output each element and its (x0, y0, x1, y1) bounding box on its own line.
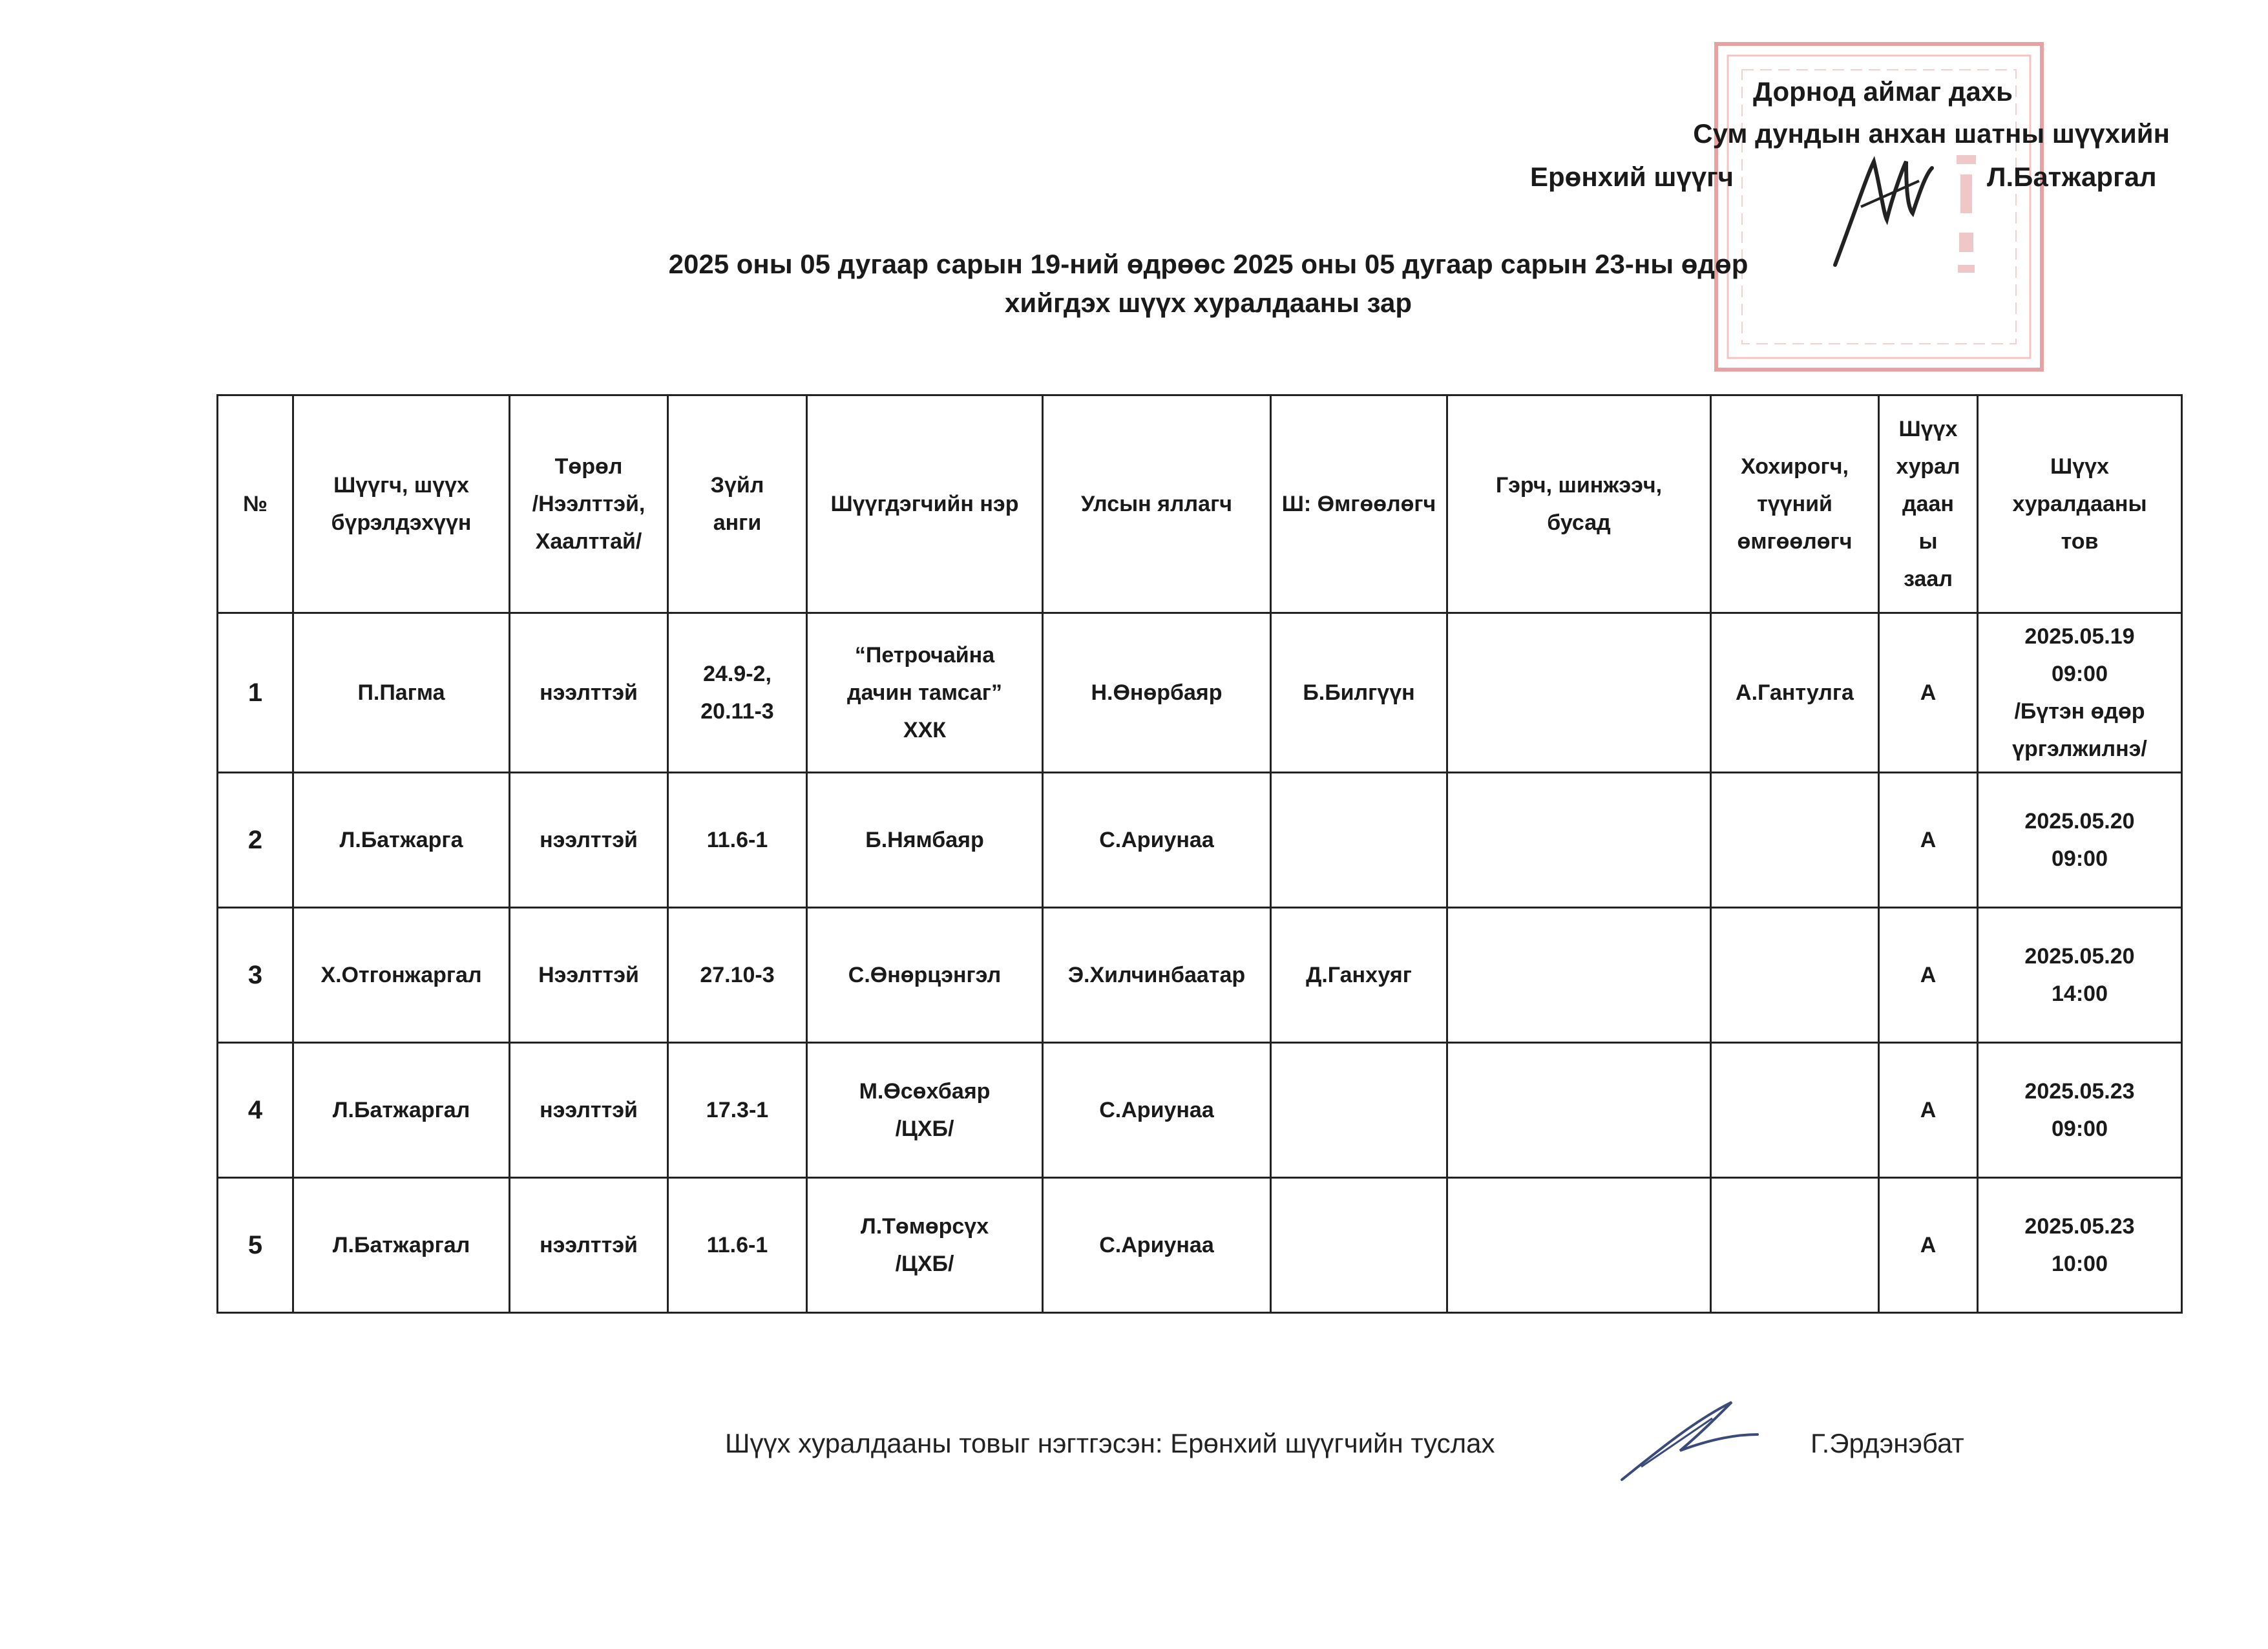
approval-title: Ерөнхий шүүгч (1530, 162, 1734, 192)
column-header-line: Хохирогч, (1741, 454, 1849, 479)
cell-lawyer (1271, 1043, 1447, 1178)
cell-no: 1 (218, 613, 293, 773)
cell-victim (1711, 1043, 1879, 1178)
column-header-line: Шүүх (1898, 417, 1958, 441)
cell-defendant (807, 1043, 1043, 1178)
cell-date-line: 2025.05.23 (2024, 1079, 2135, 1104)
cell-lawyer (1271, 773, 1447, 908)
column-header-line: Шүүгдэгчийн нэр (830, 492, 1019, 516)
cell-lawyer: Д.Ганхуяг (1271, 908, 1447, 1043)
approval-line-1: Дорнод аймаг дахь (1753, 76, 2013, 107)
column-header-line: Улсын яллагч (1081, 492, 1232, 516)
column-header-line: Ш: Өмгөөлөгч (1281, 492, 1436, 516)
cell-prosecutor: Э.Хилчинбаатар (1043, 908, 1271, 1043)
cell-lawyer (1271, 1178, 1447, 1313)
cell-no: 3 (218, 908, 293, 1043)
cell-witness (1447, 908, 1711, 1043)
column-header (1978, 395, 2182, 613)
approval-name: Л.Батжаргал (1987, 162, 2157, 192)
table-row (218, 1178, 2182, 1313)
column-header (1271, 395, 1447, 613)
cell-type: нээлттэй (510, 1178, 668, 1313)
column-header-line: Төрөл (554, 454, 623, 479)
cell-type: нээлттэй (510, 613, 668, 773)
column-header-line: ы (1918, 529, 1938, 554)
column-header-line: Шүүх (2050, 454, 2109, 479)
column-header (1879, 395, 1978, 613)
cell-room: А (1879, 1043, 1978, 1178)
footer-name: Г.Эрдэнэбат (1811, 1428, 1964, 1458)
cell-prosecutor: С.Ариунаа (1043, 1043, 1271, 1178)
cell-defendant-line: Б.Нямбаяр (865, 828, 984, 852)
cell-victim: А.Гантулга (1711, 613, 1879, 773)
column-header-line: Хаалттай/ (535, 529, 642, 554)
column-header-line: анги (713, 510, 762, 535)
assistant-signature (1615, 1389, 1764, 1486)
cell-witness (1447, 773, 1711, 908)
column-header (668, 395, 807, 613)
cell-date-line: 09:00 (2052, 1117, 2108, 1141)
cell-prosecutor: С.Ариунаа (1043, 1178, 1271, 1313)
column-header (218, 395, 293, 613)
cell-judge: Л.Батжаргал (293, 1043, 510, 1178)
column-header-line: даан (1902, 492, 1954, 516)
cell-article (668, 1178, 807, 1313)
footer-label: Шүүх хуралдааны товыг нэгтгэсэн: Ерөнхий шүүгчийн туслах (725, 1428, 1495, 1458)
cell-defendant (807, 613, 1043, 773)
cell-article (668, 1043, 807, 1178)
cell-date-line: 2025.05.23 (2024, 1214, 2135, 1239)
table-body (218, 613, 2182, 1313)
cell-article (668, 613, 807, 773)
cell-date-line: 2025.05.19 (2024, 624, 2135, 649)
table-row (218, 1043, 2182, 1178)
cell-defendant (807, 773, 1043, 908)
column-header-line: түүний (1757, 492, 1832, 516)
column-header-line: хурал (1896, 454, 1960, 479)
cell-date-line: 09:00 (2052, 662, 2108, 686)
cell-victim (1711, 773, 1879, 908)
cell-defendant-line: Л.Төмөрсүх (860, 1214, 989, 1239)
cell-date-line: 10:00 (2052, 1252, 2108, 1276)
column-header-line: Шүүгч, шүүх (333, 473, 469, 498)
header-row (218, 395, 2182, 613)
column-header (510, 395, 668, 613)
cell-victim (1711, 908, 1879, 1043)
cell-article-line: 20.11-3 (700, 699, 774, 724)
column-header (293, 395, 510, 613)
cell-article-line: 11.6-1 (706, 828, 768, 852)
cell-witness (1447, 1178, 1711, 1313)
heading-line-1: 2025 оны 05 дугаар сарын 19-ний өдрөөс 2025 оны 05 дугаар сарын 23-ны өдөр (668, 249, 1748, 279)
cell-prosecutor: Н.Өнөрбаяр (1043, 613, 1271, 773)
cell-article-line: 27.10-3 (700, 963, 775, 987)
cell-date (1978, 1178, 2182, 1313)
cell-type: Нээлттэй (510, 908, 668, 1043)
cell-date (1978, 773, 2182, 908)
cell-date-line: /Бүтэн өдөр (2014, 699, 2145, 724)
cell-judge: Х.Отгонжаргал (293, 908, 510, 1043)
cell-judge: Л.Батжарга (293, 773, 510, 908)
cell-judge: П.Пагма (293, 613, 510, 773)
cell-lawyer: Б.Билгүүн (1271, 613, 1447, 773)
cell-defendant (807, 1178, 1043, 1313)
hearing-schedule-table (216, 394, 2183, 1314)
column-header (1711, 395, 1879, 613)
cell-date-line: үргэлжилнэ/ (2012, 737, 2147, 761)
cell-date-line: 09:00 (2052, 846, 2108, 871)
cell-prosecutor: С.Ариунаа (1043, 773, 1271, 908)
cell-room: А (1879, 773, 1978, 908)
cell-article-line: 24.9-2, (703, 662, 772, 686)
cell-witness (1447, 1043, 1711, 1178)
heading-line-2: хийгдэх шүүх хуралдааны зар (1005, 288, 1412, 318)
table-row (218, 908, 2182, 1043)
cell-defendant-line: С.Өнөрцэнгэл (848, 963, 1002, 987)
cell-article-line: 11.6-1 (706, 1233, 768, 1257)
cell-defendant (807, 908, 1043, 1043)
approval-line-2: Сум дундын анхан шатны шүүхийн (1693, 118, 2170, 149)
cell-room: А (1879, 1178, 1978, 1313)
column-header-line: тов (2061, 529, 2099, 554)
column-header-line: бүрэлдэхүүн (331, 510, 472, 535)
cell-date-line: 2025.05.20 (2024, 944, 2135, 969)
cell-defendant-line: ХХК (903, 718, 947, 742)
cell-victim (1711, 1178, 1879, 1313)
cell-date-line: 14:00 (2052, 982, 2108, 1006)
cell-date (1978, 613, 2182, 773)
table-row (218, 613, 2182, 773)
column-header (807, 395, 1043, 613)
cell-date (1978, 1043, 2182, 1178)
column-header-line: бусад (1547, 510, 1611, 535)
column-header-line: Зүйл (710, 473, 764, 498)
cell-date-line: 2025.05.20 (2024, 809, 2135, 834)
cell-room: А (1879, 908, 1978, 1043)
cell-witness (1447, 613, 1711, 773)
column-header-line: заал (1904, 567, 1953, 591)
cell-defendant-line: М.Өсөхбаяр (859, 1079, 991, 1104)
cell-no: 2 (218, 773, 293, 908)
cell-no: 5 (218, 1178, 293, 1313)
cell-no: 4 (218, 1043, 293, 1178)
column-header-line: хуралдааны (2012, 492, 2147, 516)
column-header (1043, 395, 1271, 613)
column-header-line: /Нээлттэй, (532, 492, 646, 516)
column-header-line: № (243, 492, 268, 516)
cell-defendant-line: /ЦХБ/ (895, 1252, 954, 1276)
cell-article-line: 17.3-1 (706, 1098, 769, 1122)
column-header-line: өмгөөлөгч (1737, 529, 1853, 554)
cell-type: нээлттэй (510, 773, 668, 908)
cell-article (668, 908, 807, 1043)
cell-defendant-line: “Петрочайна (854, 643, 995, 667)
cell-article (668, 773, 807, 908)
cell-defendant-line: дачин тамсаг” (847, 680, 1002, 705)
cell-type: нээлттэй (510, 1043, 668, 1178)
table-row (218, 773, 2182, 908)
cell-defendant-line: /ЦХБ/ (895, 1117, 954, 1141)
cell-room: А (1879, 613, 1978, 773)
column-header (1447, 395, 1711, 613)
cell-judge: Л.Батжаргал (293, 1178, 510, 1313)
cell-date (1978, 908, 2182, 1043)
column-header-line: Гэрч, шинжээч, (1495, 473, 1663, 498)
